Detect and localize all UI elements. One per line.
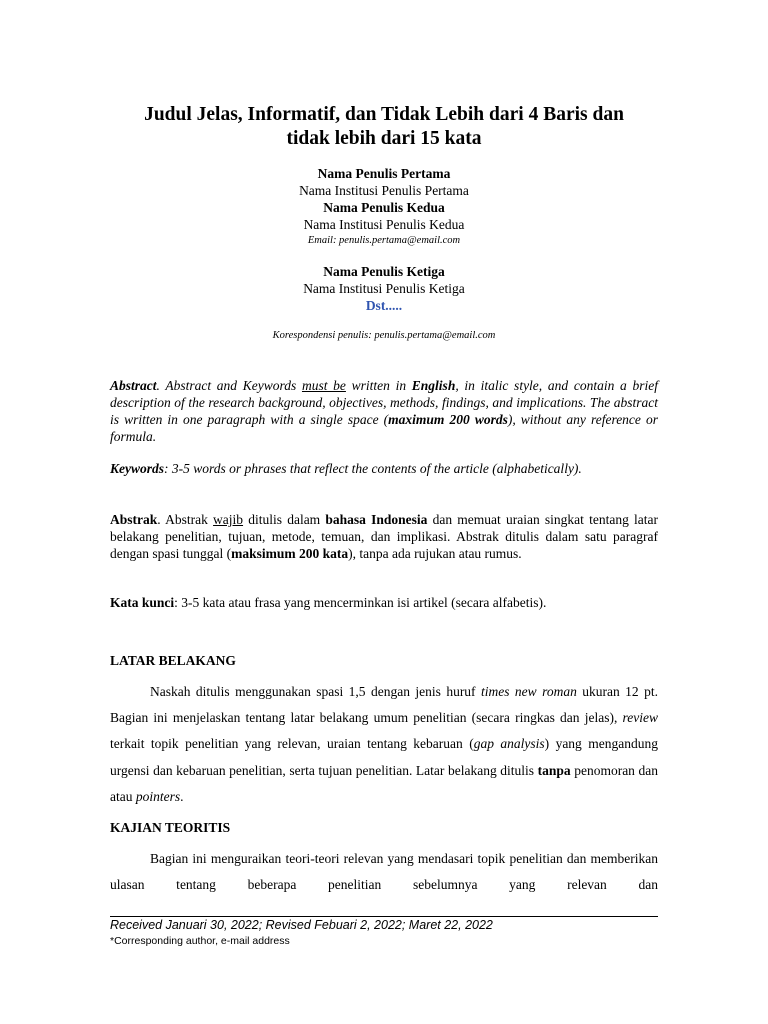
body-italic: gap analysis	[473, 736, 545, 752]
body-text: ukuran 12 pt. Bagian ini menjelaskan tentang latar belakang umum penelitian (secara ringkas dan jelas),	[110, 684, 658, 726]
author-2-institution: Nama Institusi Penulis Kedua	[303, 217, 465, 232]
keywords-indonesian	[110, 594, 658, 611]
abstract-label: Abstract	[110, 378, 157, 393]
footer-corresponding: *Corresponding author, e-mail address	[110, 935, 290, 947]
author-1-name: Nama Penulis Pertama	[317, 166, 451, 181]
section-body-latar-belakang	[110, 679, 658, 810]
author-3-name: Nama Penulis Ketiga	[323, 264, 445, 279]
kata-kunci-text: : 3-5 kata atau frasa yang mencerminkan isi artikel (secara alfabetis).	[174, 595, 547, 610]
body-text: .	[180, 788, 184, 804]
abstract-text: . Abstract and Keywords	[156, 378, 302, 393]
author-3-institution: Nama Institusi Penulis Ketiga	[303, 281, 465, 296]
abstrak-label: Abstrak	[110, 512, 158, 527]
abstrak-text: ditulis dalam	[243, 512, 326, 527]
abstract-english	[110, 377, 658, 445]
body-italic: pointers	[135, 788, 181, 804]
body-italic: times new roman	[480, 684, 577, 699]
author-gap	[110, 248, 658, 263]
abstract-maximum: maximum 200 words	[388, 412, 508, 427]
author-email: Email: penulis.pertama@email.com	[307, 235, 461, 246]
author-block	[110, 165, 658, 314]
abstrak-wajib: wajib	[213, 512, 244, 527]
paper-title	[110, 103, 658, 151]
author-1-institution: Nama Institusi Penulis Pertama	[299, 183, 469, 198]
footer-received: Received Januari 30, 2022; Revised Febuari 2, 2022; Maret 22, 2022	[110, 918, 493, 932]
body-text: ) yang mengandung urgensi dan kebaruan penelitian, serta tujuan penelitian. Latar belakang ditulis	[110, 736, 658, 778]
abstract-must-be: must be	[301, 378, 346, 393]
kata-kunci-label: Kata kunci	[110, 595, 175, 610]
abstrak-bahasa: bahasa Indonesia	[325, 512, 428, 527]
body-bold: tanpa	[537, 762, 571, 778]
correspondence-line: Korespondensi penulis: penulis.pertama@email.com	[272, 330, 496, 341]
abstrak-text: ), tanpa ada rujukan atau rumus.	[348, 546, 522, 561]
body-text: terkait topik penelitian yang relevan, uraian tentang kebaruan (	[110, 736, 474, 752]
body-text: Naskah ditulis menggunakan spasi 1,5 dengan jenis huruf	[150, 684, 481, 699]
keywords-label: Keywords	[110, 461, 164, 476]
abstract-english-word: English	[411, 378, 456, 393]
keywords-text: : 3-5 words or phrases that reflect the contents of the article (alphabetically).	[164, 461, 582, 476]
abstract-text: ), without any reference or formula.	[110, 412, 658, 444]
more-authors: Dst.....	[365, 298, 403, 313]
abstrak-maksimum: maksimum 200 kata	[231, 546, 349, 561]
abstrak-text: dan memuat uraian singkat tentang latar belakang penelitian, tujuan, metode, temuan, dan implikasi. Abstrak ditulis dalam satu paragraf dengan spasi tunggal (	[110, 512, 659, 561]
section-body-kajian-teoritis: Bagian ini menguraikan teori-teori relevan yang mendasari topik penelitian dan memberikan ulasan tentang beberapa penelitian sebelumnya yang relevan dan	[110, 851, 658, 893]
abstract-text: written in	[345, 378, 412, 393]
body-italic: review	[622, 710, 658, 726]
title-line-2: tidak lebih dari 15 kata	[286, 128, 482, 149]
abstract-indonesian	[110, 511, 658, 562]
section-heading-latar-belakang: LATAR BELAKANG	[110, 653, 236, 668]
author-2-name: Nama Penulis Kedua	[323, 200, 445, 215]
keywords-english	[110, 460, 658, 477]
section-heading-kajian-teoritis: KAJIAN TEORITIS	[110, 820, 231, 835]
abstrak-text: . Abstrak	[157, 512, 214, 527]
title-line-1: Judul Jelas, Informatif, dan Tidak Lebih dari 4 Baris dan	[144, 104, 624, 125]
body-text: penomoran dan atau	[110, 762, 658, 804]
abstract-text: , in italic style, and contain a brief description of the research background, objectives, methods, findings, and implications. The abstract is written in one paragraph with a single space (	[110, 378, 658, 427]
